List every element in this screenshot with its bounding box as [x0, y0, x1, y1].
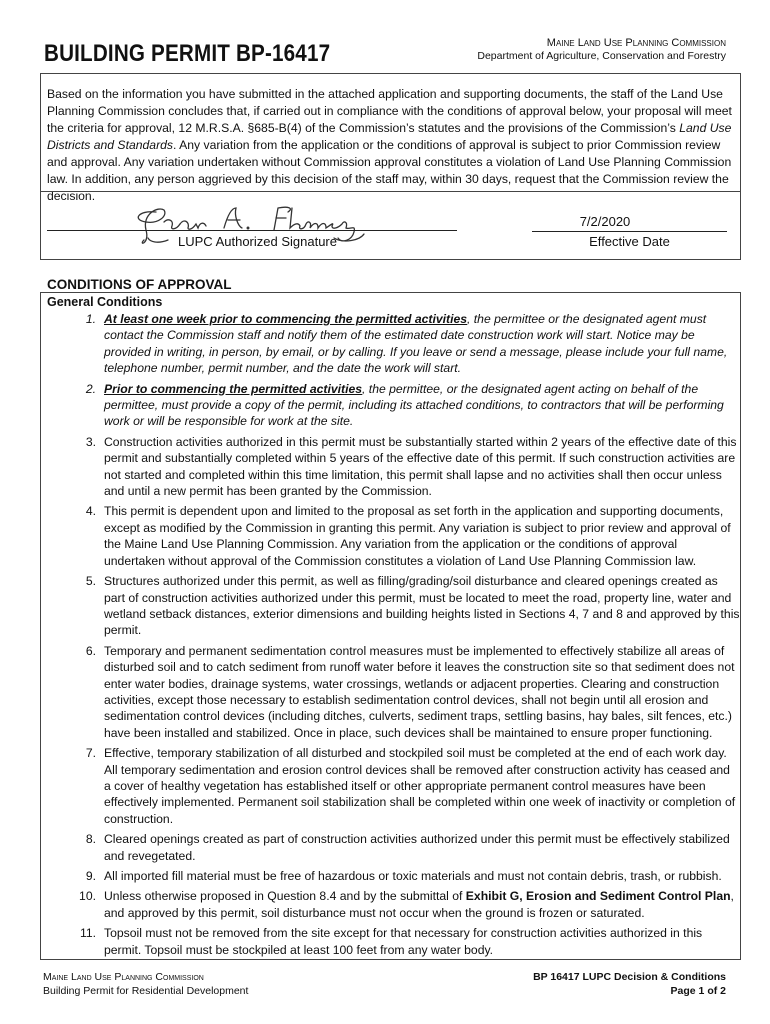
item-number: 5.	[85, 574, 96, 589]
list-item	[60, 925, 740, 958]
item-number: 8.	[85, 832, 96, 847]
intro-divider	[40, 191, 741, 192]
list-item	[60, 868, 740, 884]
item-number: 11.	[79, 926, 96, 941]
item-number: 1.	[85, 312, 96, 326]
item-lead: At least one week prior to commencing the permitted activities	[104, 312, 468, 326]
signature-line	[47, 230, 457, 231]
item-number: 6.	[85, 643, 96, 658]
item-text: Topsoil must not be removed from the site except for that necessary for construction activities authorized in this permit. Topsoil must be stockpiled at least 100 feet from any water body.	[104, 926, 703, 957]
item-number: 4.	[85, 504, 96, 519]
footer-page-number: Page 1 of 2	[670, 985, 726, 997]
footer-permit-type: Building Permit for Residential Development	[43, 985, 249, 997]
list-item	[60, 573, 740, 639]
list-item	[60, 831, 740, 864]
item-text: This permit is dependent upon and limited to the proposal as set forth in the application and supporting documents, except as modified by the Commission in granting this permit. Any variation is subject to prior review and approval of the Maine Land Use Planning Commission. Any variation from the application or the conditions of approval undertaken without approval of the Commission constitutes a violation of Land Use Planning Commission law.	[104, 504, 731, 568]
item-text: Cleared openings created as part of construction activities authorized under this permit must be effectively stabilized and revegetated.	[104, 832, 730, 863]
item-text: All imported fill material must be free of hazardous or toxic materials and must not contain debris, trash, or rubbish.	[104, 869, 722, 883]
item-number: 7.	[85, 746, 96, 761]
list-item	[60, 888, 740, 921]
list-item	[60, 643, 740, 741]
list-item	[60, 434, 740, 500]
conditions-list	[60, 311, 740, 962]
item-number: 3.	[85, 434, 96, 449]
conditions-heading: CONDITIONS OF APPROVAL	[47, 277, 232, 292]
item-text: Unless otherwise proposed in Question 8.4 and by the submittal of	[104, 889, 466, 904]
exhibit-reference: Exhibit G, Erosion and Sediment Control Plan	[465, 889, 731, 904]
item-text: , the permittee, or the designated agent acting on behalf of the permittee, must provide a copy of the permit, including its attached conditions, to contractors that will be performing work or will be responsible for work at the site.	[104, 381, 724, 429]
item-number: 9.	[85, 869, 96, 883]
list-item	[60, 503, 740, 569]
effective-date-value: 7/2/2020	[579, 214, 631, 229]
item-text: Construction activities authorized in this permit must be substantially started within 2 years of the effective date of this permit and substantially completed within 5 years of the effective date of this permit. If such construction activities are not started and completed within this time limitation, this permit shall lapse and no activities shall then occur unless and until a new permit has been granted by the Commission.	[104, 434, 737, 499]
list-item	[60, 745, 740, 827]
footer-agency: Maine Land Use Planning Commission	[43, 971, 204, 983]
footer-right	[533, 970, 726, 998]
intro-paragraph	[47, 86, 737, 205]
item-number: 2.	[85, 381, 96, 396]
intro-text-italic: Land Use Districts and Standards	[47, 121, 732, 152]
item-text: Temporary and permanent sedimentation control measures must be implemented to effectively stabilize all areas of disturbed soil and to catch sediment from runoff water before it leaves the construction site so that sediment does not enter water bodies, drainage systems, water crossings, wetlands or adjacent properties. Clearing and construction activities, except those necessary to establish sedimentation control devices, shall not begin until all erosion and sedimentation control devices (including ditches, culverts, sediment traps, settling basins, hay bales, silt fences, etc.) have been installed and stabilized. Once in place, such devices shall be maintained to ensure proper functioning.	[104, 643, 735, 740]
effective-date-label: Effective Date	[589, 234, 670, 249]
agency-department: Department of Agriculture, Conservation and Forestry	[477, 50, 726, 62]
date-line	[532, 231, 727, 232]
permit-title: BUILDING PERMIT BP-16417	[44, 40, 331, 67]
item-number: 10.	[79, 889, 96, 904]
general-conditions-heading: General Conditions	[47, 295, 163, 309]
item-text: Effective, temporary stabilization of all disturbed and stockpiled soil must be completed at the end of each work day. All temporary sedimentation and erosion control devices shall be removed after construction activity has ceased and a cover of healthy vegetation has established itself or other appropriate permanent control measures have been effectively implemented. Permanent soil stabilization shall be completed within one week of inactivity or completion of construction.	[104, 746, 736, 826]
item-text: Structures authorized under this permit, as well as filling/grading/soil disturbance and cleared openings created as part of construction activities authorized under this permit, must be located to meet the road, property line, water and wetland setback distances, exterior dimensions and building heights listed in Sections 4, 7 and 8 and approved by this permit.	[104, 574, 740, 638]
item-text: , and approved by this permit, soil disturbance must not occur when the ground is frozen or saturated.	[104, 889, 734, 920]
signature-caption: LUPC Authorized Signature	[178, 234, 337, 249]
footer-left	[43, 970, 248, 998]
list-item	[60, 311, 740, 377]
footer-doc-title: BP 16417 LUPC Decision & Conditions	[533, 971, 726, 983]
list-item	[60, 381, 740, 430]
item-text: , the permittee or the designated agent must contact the Commission staff and notify them of the estimated date construction work will start. Notice may be provided in writing, in person, by email, or by calling. If you leave or send a message, please include your full name, telephone number, permit number, and the date the work will start.	[104, 312, 728, 376]
intro-text-1: Based on the information you have submitted in the attached application and supporting documents, the staff of the Land Use Planning Commission concludes that, if carried out in compliance with the conditions of approval below, your proposal will meet the criteria for approval, 12 M.R.S.A. §685-B(4) of the Commission’s statutes and the provisions of the Commission’s	[47, 87, 732, 135]
agency-block	[477, 37, 726, 63]
intro-text-2: . Any variation from the application or the conditions of approval is subject to prior Commission review and approval. Any variation undertaken without Commission approval constitutes a violation of Land Use Planning Commission law. In addition, any person aggrieved by this decision of the staff may, within 30 days, request that the Commission review the decision.	[47, 138, 732, 203]
agency-name: Maine Land Use Planning Commission	[546, 37, 726, 49]
item-lead: Prior to commencing the permitted activities	[104, 381, 363, 396]
